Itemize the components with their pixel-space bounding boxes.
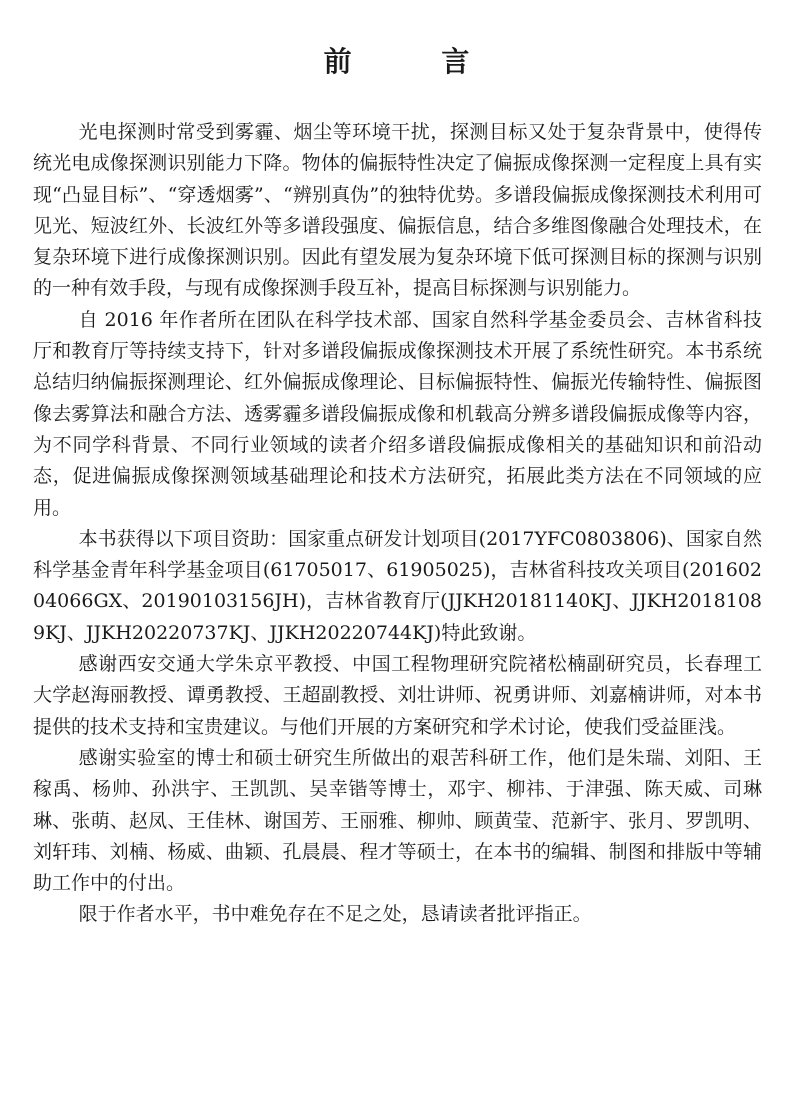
paragraph-funding: 本书获得以下项目资助：国家重点研发计划项目(2017YFC0803806)、国家自然科学基金青年科学基金项目(61705017、61905025)，吉林省科技攻关项目(20160204066GX、20190103156JH)，吉林省教育厅(JJKH20181140KJ、JJKH20181089KJ、JJKH20220737KJ、JJKH20220744KJ)特此致谢。 xyxy=(33,527,762,644)
paragraph-acknowledge-advisors: 感谢西安交通大学朱京平教授、中国工程物理研究院褚松楠副研究员，长春理工大学赵海丽教授、谭勇教授、王超副教授、刘壮讲师、祝勇讲师、刘嘉楠讲师，对本书提供的技术支持和宝贵建议。与他们开展的方案研究和学术讨论，使我们受益匪浅。 xyxy=(33,653,762,738)
paragraph-acknowledge-students: 感谢实验室的博士和硕士研究生所做出的艰苦科研工作，他们是朱瑞、刘阳、王稼禹、杨帅、孙洪宇、王凯凯、吴幸锴等博士，邓宇、柳祎、于津强、陈天威、司琳琳、张萌、赵凤、王佳林、谢国芳、王丽雅、柳帅、顾黄莹、范新宇、张月、罗凯明、刘轩玮、刘楠、杨威、曲颖、孔晨晨、程才等硕士，在本书的编辑、制图和排版中等辅助工作中的付出。 xyxy=(33,746,762,895)
paragraph-intro: 光电探测时常受到雾霾、烟尘等环境干扰，探测目标又处于复杂背景中，使得传统光电成像探测识别能力下降。物体的偏振特性决定了偏振成像探测一定程度上具有实现“凸显目标”、“穿透烟雾”、“辨别真伪”的独特优势。多谱段偏振成像探测技术利用可见光、短波红外、长波红外等多谱段强度、偏振信息，结合多维图像融合处理技术，在复杂环境下进行成像探测识别。因此有望发展为复杂环境下低可探测目标的探测与识别的一种有效手段，与现有成像探测手段互补，提高目标探测与识别能力。 xyxy=(33,121,762,300)
paragraph-closing: 限于作者水平，书中难免存在不足之处，恳请读者批评指正。 xyxy=(78,903,592,926)
paragraph-background: 自 2016 年作者所在团队在科学技术部、国家自然科学基金委员会、吉林省科技厅和教育厅等持续支持下，针对多谱段偏振成像探测技术开展了系统性研究。本书系统总结归纳偏振探测理论、红外偏振成像理论、目标偏振特性、偏振光传输特性、偏振图像去雾算法和融合方法、透雾霾多谱段偏振成像和机载高分辨多谱段偏振成像等内容，为不同学科背景、不同行业领域的读者介绍多谱段偏振成像相关的基础知识和前沿动态，促进偏振成像探测领域基础理论和技术方法研究，拓展此类方法在不同领域的应用。 xyxy=(33,308,762,519)
preface-body xyxy=(33,117,762,931)
page-title: 前 言 xyxy=(323,45,510,78)
